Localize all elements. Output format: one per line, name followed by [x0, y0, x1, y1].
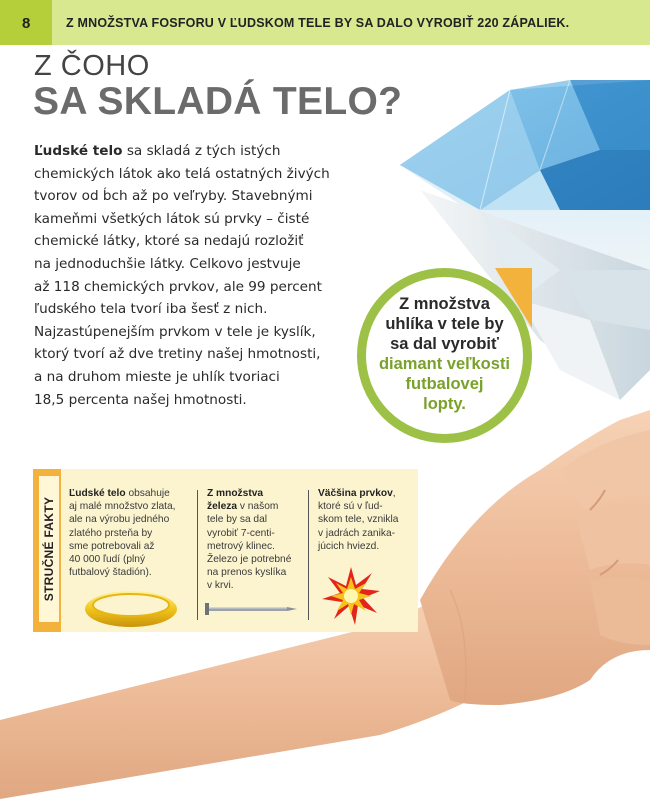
lead-term: Ľudské telo [34, 143, 123, 159]
exploding-star-icon [322, 567, 380, 625]
header-fact: Z MNOŽSTVA FOSFORU V ĽUDSKOM TELE BY SA DALO VYROBIŤ 220 ZÁPALIEK. [66, 16, 570, 30]
main-paragraph: Ľudské telo sa skladá z tých istých chemických látok ako telá ostatných živých tvorov od b́ch až po veľryby. Stavebnými kameňmi všetkých látok sú prvky – čisté chemické látky, ktoré sa nedajú rozložiť na jednoduchšie látky. Celkovo jestvuje až 118 chemických prvkov, ale 99 percent ľudského tela tvorí iba šesť z nich. Najzastúpenejším prvkom v tele je kyslík, ktorý tvorí až dve tretiny našej hmotnosti, a na druhom mieste je uhlík tvoriaci 18,5 percenta našej hmotnosti. [34, 143, 330, 408]
nail-icon [205, 601, 297, 617]
fact-gold: Ľudské telo obsahuje aj malé množstvo zlata, ale na výrobu jedného zlatého prsteňa by sme potrebovali až 40 000 ľudí (plný futbalový štadión). [69, 488, 176, 579]
carbon-fact-text: Z množstva uhlíka v tele by sa dal vyrobiť diamant veľkosti futbalovej lopty. [378, 295, 511, 413]
page-number: 8 [0, 0, 52, 45]
title-small: Z ČOHO [34, 50, 150, 82]
carbon-fact-circle [357, 268, 532, 443]
fact-stars: Väčšina prvkov, ktoré sú v ľud- skom tele, vznikla v jadrách zanika- júcich hviezd. [318, 488, 399, 552]
fact-iron: Z množstva železa v našom tele by sa dal vyrobiť 7-centi- metrový klinec. Železo je potrebné na prenos kyslíka v krvi. [207, 488, 292, 592]
quick-facts-label: STRUČNÉ FAKTY [42, 496, 56, 602]
page-title: SA SKLADÁ TELO? [33, 80, 403, 123]
fact-divider [197, 490, 198, 620]
fact-divider [308, 490, 309, 620]
gold-ring-icon [82, 583, 180, 631]
